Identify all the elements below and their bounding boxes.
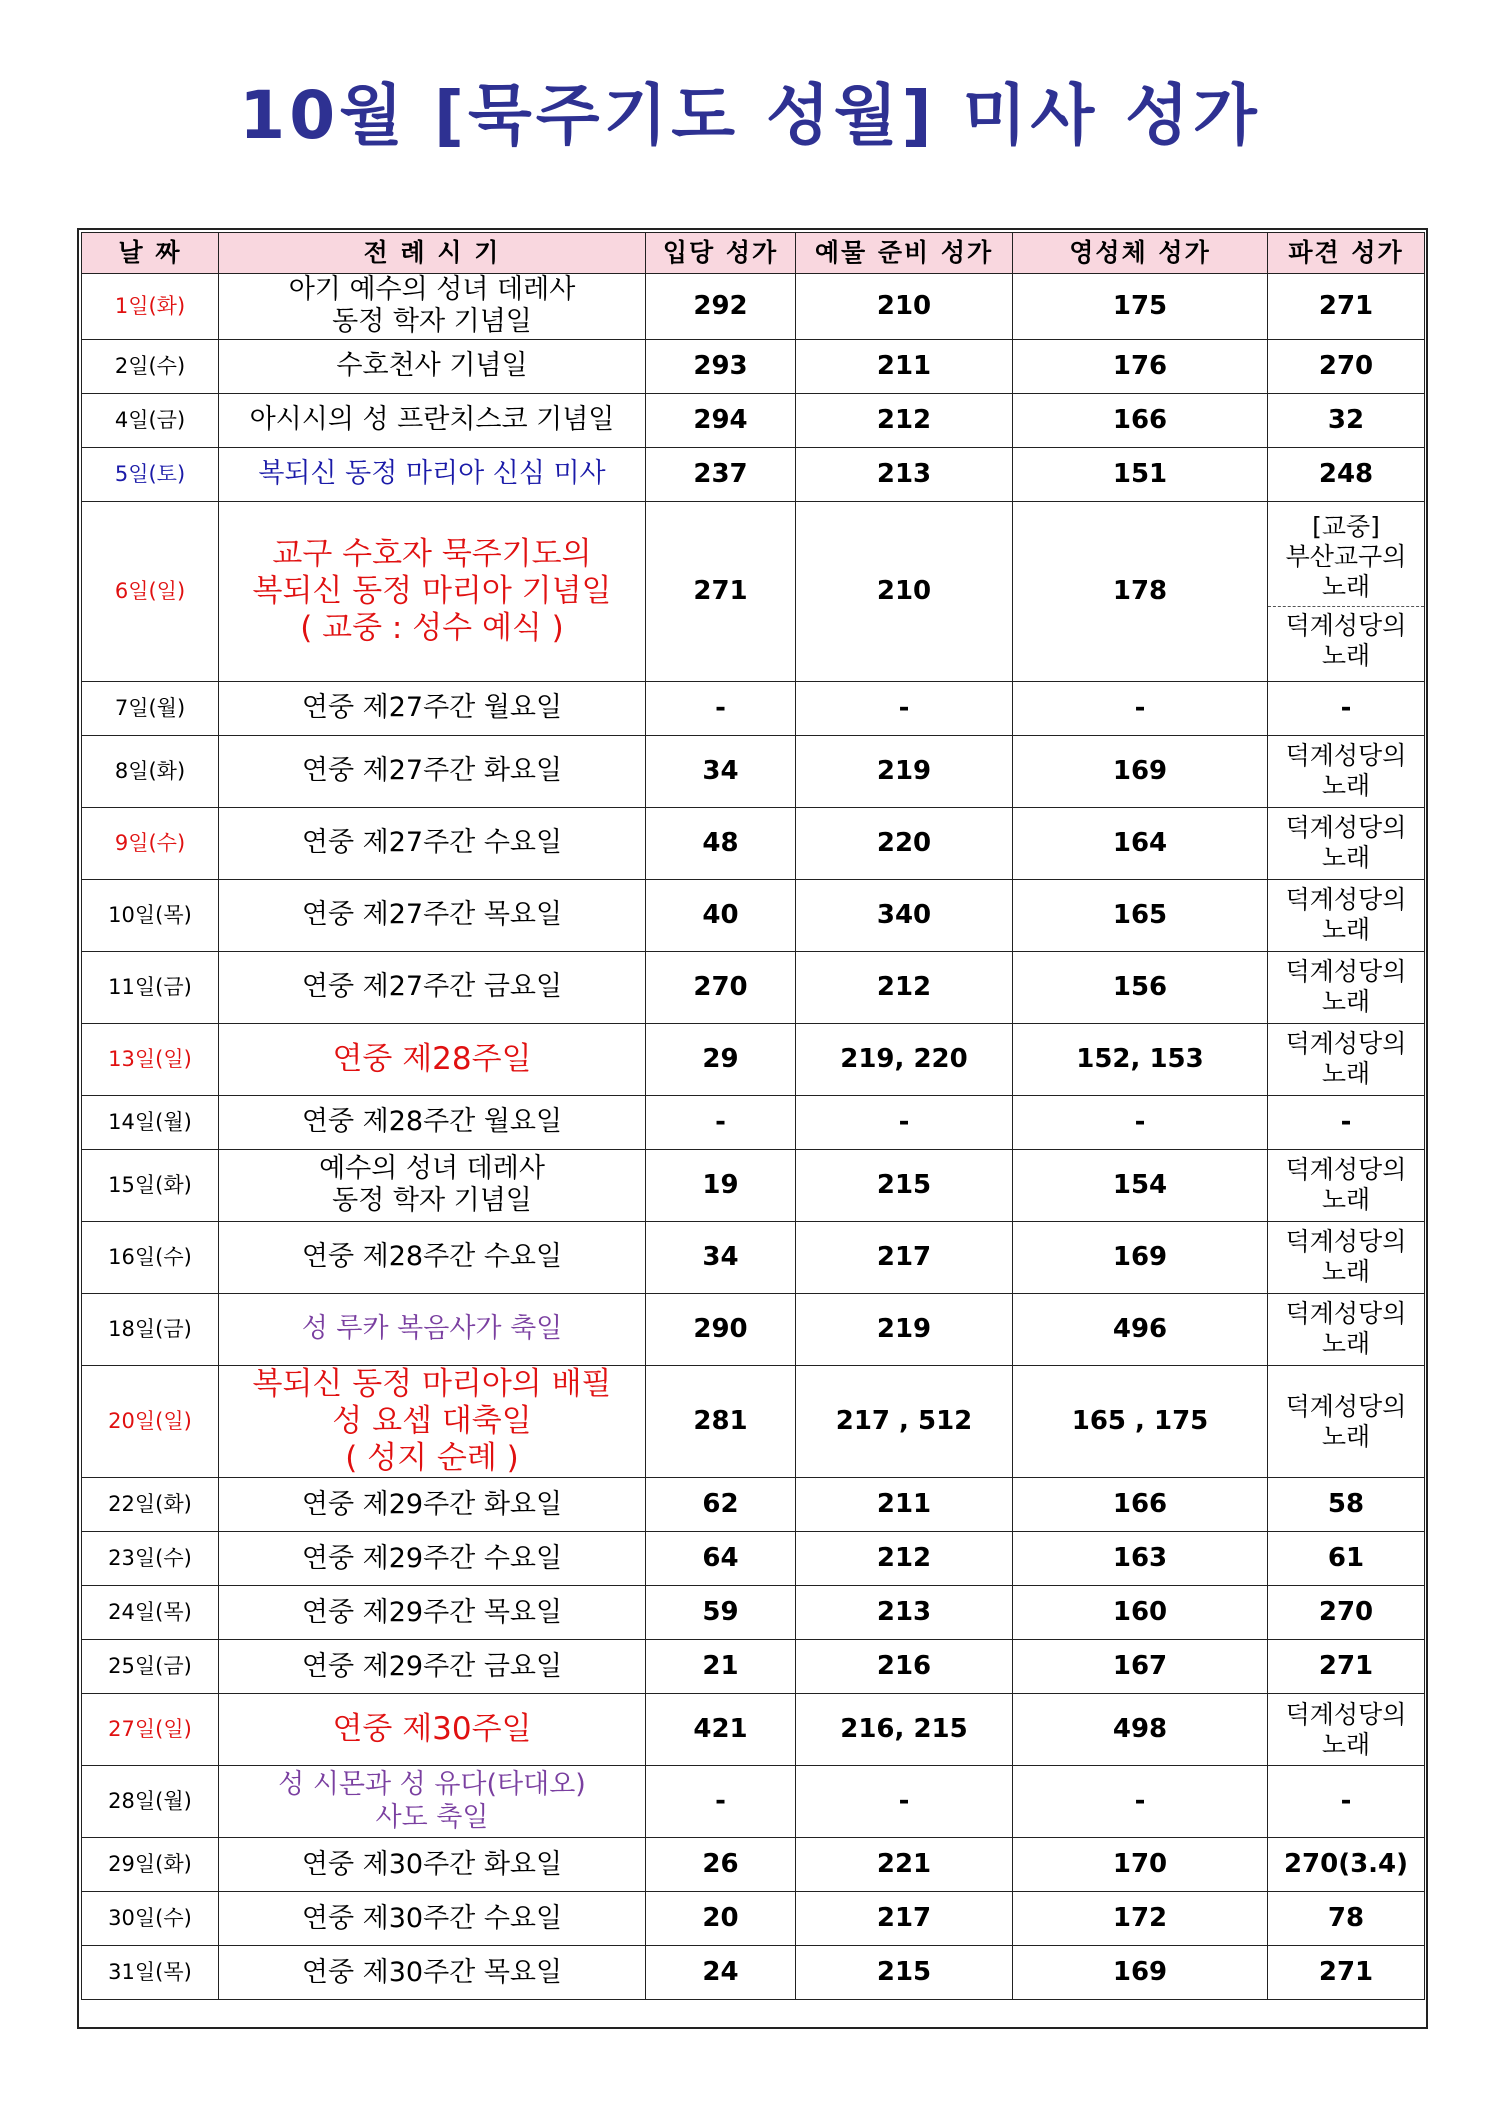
table-row <box>82 1149 1425 1221</box>
communion-hymn-cell: 165 <box>1013 879 1268 951</box>
table-row <box>82 339 1425 393</box>
sending-hymn-cell <box>1268 735 1425 807</box>
offertory-hymn-cell: - <box>796 1095 1013 1149</box>
sending-hymn-cell <box>1268 1532 1425 1586</box>
offertory-hymn-cell: 212 <box>796 1532 1013 1586</box>
header-liturgy: 전 례 시 기 <box>219 233 646 274</box>
offertory-hymn-cell: 216, 215 <box>796 1694 1013 1766</box>
table-row <box>82 1221 1425 1293</box>
sending-line: 덕계성당의 <box>1285 1155 1407 1185</box>
sending-hymn-cell <box>1268 339 1425 393</box>
communion-hymn-cell: 156 <box>1013 951 1268 1023</box>
sending-hymn-cell <box>1268 274 1425 340</box>
liturgy-cell <box>219 339 646 393</box>
offertory-hymn-cell: 220 <box>796 807 1013 879</box>
liturgy-line: 연중 제30주간 수요일 <box>301 1902 563 1934</box>
communion-hymn-cell: 175 <box>1013 274 1268 340</box>
sending-hymn-part <box>1268 512 1424 607</box>
sending-hymn-cell <box>1268 951 1425 1023</box>
date-cell: 25일(금) <box>82 1640 219 1694</box>
sending-line: 노래 <box>1321 771 1371 801</box>
sending-line: - <box>1340 1106 1352 1137</box>
date-cell: 22일(화) <box>82 1478 219 1532</box>
table-row <box>82 1586 1425 1640</box>
sending-line: 노래 <box>1321 1257 1371 1287</box>
offertory-hymn-cell: 215 <box>796 1946 1013 2000</box>
offertory-hymn-cell: 219 <box>796 735 1013 807</box>
liturgy-line: 연중 제28주간 수요일 <box>301 1241 563 1273</box>
liturgy-line: 연중 제29주간 수요일 <box>301 1542 563 1574</box>
offertory-hymn-cell: 213 <box>796 1586 1013 1640</box>
table-row <box>82 1478 1425 1532</box>
sending-hymn-cell <box>1268 1365 1425 1478</box>
table-row <box>82 807 1425 879</box>
liturgy-line: 연중 제27주간 금요일 <box>301 971 563 1003</box>
liturgy-line: 복되신 동정 마리아 기념일 <box>252 572 612 609</box>
date-cell: 4일(금) <box>82 393 219 447</box>
liturgy-line: 수호천사 기념일 <box>336 350 528 382</box>
table-row <box>82 1640 1425 1694</box>
offertory-hymn-cell: 216 <box>796 1640 1013 1694</box>
table-row <box>82 951 1425 1023</box>
sending-line: 노래 <box>1321 640 1371 670</box>
liturgy-line: 사도 축일 <box>375 1801 489 1833</box>
communion-hymn-cell: 178 <box>1013 501 1268 681</box>
table-header-row <box>82 233 1425 274</box>
offertory-hymn-cell: 219 <box>796 1293 1013 1365</box>
sending-hymn-cell <box>1268 1766 1425 1838</box>
entrance-hymn-cell: 26 <box>646 1838 796 1892</box>
date-cell: 18일(금) <box>82 1293 219 1365</box>
entrance-hymn-cell: 294 <box>646 393 796 447</box>
liturgy-line: 동정 학자 기념일 <box>332 1185 532 1217</box>
communion-hymn-cell: - <box>1013 1766 1268 1838</box>
sending-hymn-cell <box>1268 807 1425 879</box>
liturgy-line: 연중 제28주일 <box>332 1040 532 1077</box>
liturgy-line: 아시시의 성 프란치스코 기념일 <box>249 404 615 436</box>
header-date: 날 짜 <box>82 233 219 274</box>
entrance-hymn-cell: 281 <box>646 1365 796 1478</box>
liturgy-line: 성 시몬과 성 유다(타대오) <box>278 1769 586 1801</box>
offertory-hymn-cell: 217 <box>796 1221 1013 1293</box>
header-entrance: 입당 성가 <box>646 233 796 274</box>
liturgy-cell <box>219 501 646 681</box>
communion-hymn-cell: 165 , 175 <box>1013 1365 1268 1478</box>
sending-line: 노래 <box>1321 843 1371 873</box>
communion-hymn-cell: 164 <box>1013 807 1268 879</box>
sending-line: 덕계성당의 <box>1285 1299 1407 1329</box>
offertory-hymn-cell: 221 <box>796 1838 1013 1892</box>
liturgy-line: 연중 제28주간 월요일 <box>301 1106 563 1138</box>
sending-hymn-cell <box>1268 1640 1425 1694</box>
communion-hymn-cell: - <box>1013 1095 1268 1149</box>
entrance-hymn-cell: 34 <box>646 735 796 807</box>
liturgy-line: 연중 제27주간 목요일 <box>301 899 563 931</box>
entrance-hymn-cell: 270 <box>646 951 796 1023</box>
sending-line: 61 <box>1327 1543 1365 1574</box>
liturgy-line: 연중 제29주간 금요일 <box>301 1650 563 1682</box>
liturgy-cell <box>219 681 646 735</box>
table-row <box>82 1892 1425 1946</box>
table-row <box>82 393 1425 447</box>
sending-line: 노래 <box>1321 1421 1371 1451</box>
communion-hymn-cell: 496 <box>1013 1293 1268 1365</box>
offertory-hymn-cell: - <box>796 681 1013 735</box>
entrance-hymn-cell: 21 <box>646 1640 796 1694</box>
table-row <box>82 1946 1425 2000</box>
offertory-hymn-cell: 212 <box>796 393 1013 447</box>
offertory-hymn-cell: 217 <box>796 1892 1013 1946</box>
sending-line: 78 <box>1327 1903 1365 1934</box>
entrance-hymn-cell: 59 <box>646 1586 796 1640</box>
sending-line: 노래 <box>1321 915 1371 945</box>
table-row <box>82 1023 1425 1095</box>
offertory-hymn-cell: 212 <box>796 951 1013 1023</box>
date-cell: 28일(월) <box>82 1766 219 1838</box>
entrance-hymn-cell: 237 <box>646 447 796 501</box>
table-row <box>82 1694 1425 1766</box>
sending-line: 271 <box>1318 290 1374 321</box>
table-body <box>82 274 1425 2000</box>
date-cell: 27일(일) <box>82 1694 219 1766</box>
date-cell: 6일(일) <box>82 501 219 681</box>
date-cell: 15일(화) <box>82 1149 219 1221</box>
date-cell: 24일(목) <box>82 1586 219 1640</box>
offertory-hymn-cell: 210 <box>796 274 1013 340</box>
sending-hymn-cell <box>1268 1293 1425 1365</box>
sending-line: 270(3.4) <box>1283 1849 1409 1880</box>
liturgy-cell <box>219 1640 646 1694</box>
date-cell: 5일(토) <box>82 447 219 501</box>
liturgy-cell <box>219 1892 646 1946</box>
entrance-hymn-cell: 34 <box>646 1221 796 1293</box>
table-row <box>82 1095 1425 1149</box>
liturgy-cell <box>219 807 646 879</box>
header-sending: 파견 성가 <box>1268 233 1425 274</box>
date-cell: 7일(월) <box>82 681 219 735</box>
liturgy-cell <box>219 274 646 340</box>
sending-line: 덕계성당의 <box>1285 1029 1407 1059</box>
date-cell: 9일(수) <box>82 807 219 879</box>
offertory-hymn-cell: 340 <box>796 879 1013 951</box>
entrance-hymn-cell: - <box>646 1766 796 1838</box>
entrance-hymn-cell: 271 <box>646 501 796 681</box>
date-cell: 2일(수) <box>82 339 219 393</box>
communion-hymn-cell: 169 <box>1013 1221 1268 1293</box>
liturgy-line: 연중 제29주간 목요일 <box>301 1596 563 1628</box>
sending-line: 248 <box>1318 458 1374 489</box>
sending-hymn-part <box>1268 607 1424 671</box>
communion-hymn-cell: 170 <box>1013 1838 1268 1892</box>
communion-hymn-cell: 172 <box>1013 1892 1268 1946</box>
date-cell: 14일(월) <box>82 1095 219 1149</box>
offertory-hymn-cell: 210 <box>796 501 1013 681</box>
sending-line: 270 <box>1318 350 1374 381</box>
liturgy-line: ( 성지 순례 ) <box>345 1440 519 1477</box>
sending-line: 노래 <box>1321 571 1371 601</box>
sending-hymn-cell <box>1268 1892 1425 1946</box>
entrance-hymn-cell: 421 <box>646 1694 796 1766</box>
sending-line: 덕계성당의 <box>1285 610 1407 640</box>
liturgy-line: ( 교중 : 성수 예식 ) <box>300 609 564 646</box>
date-cell: 23일(수) <box>82 1532 219 1586</box>
entrance-hymn-cell: 19 <box>646 1149 796 1221</box>
sending-line: 덕계성당의 <box>1285 1391 1407 1421</box>
liturgy-line: 연중 제30주간 화요일 <box>301 1848 563 1880</box>
liturgy-line: 예수의 성녀 데레사 <box>319 1152 545 1184</box>
sending-hymn-cell <box>1268 1478 1425 1532</box>
date-cell: 10일(목) <box>82 879 219 951</box>
offertory-hymn-cell: 219, 220 <box>796 1023 1013 1095</box>
table-row <box>82 879 1425 951</box>
offertory-hymn-cell: 211 <box>796 339 1013 393</box>
date-cell: 11일(금) <box>82 951 219 1023</box>
sending-line: 덕계성당의 <box>1285 885 1407 915</box>
liturgy-line: 연중 제27주간 월요일 <box>301 692 563 724</box>
communion-hymn-cell: 498 <box>1013 1694 1268 1766</box>
table-row <box>82 447 1425 501</box>
liturgy-cell <box>219 1365 646 1478</box>
sending-line: - <box>1340 692 1352 723</box>
sending-line: 노래 <box>1321 1729 1371 1759</box>
entrance-hymn-cell: 24 <box>646 1946 796 2000</box>
date-cell: 20일(일) <box>82 1365 219 1478</box>
sending-hymn-cell <box>1268 879 1425 951</box>
offertory-hymn-cell: - <box>796 1766 1013 1838</box>
sending-line: 덕계성당의 <box>1285 1227 1407 1257</box>
liturgy-line: 연중 제27주간 화요일 <box>301 755 563 787</box>
table-row <box>82 1838 1425 1892</box>
sending-line: 271 <box>1318 1957 1374 1988</box>
date-cell: 1일(화) <box>82 274 219 340</box>
communion-hymn-cell: 166 <box>1013 393 1268 447</box>
sending-line: [교중] <box>1312 511 1380 541</box>
liturgy-cell <box>219 1694 646 1766</box>
liturgy-cell <box>219 1095 646 1149</box>
date-cell: 31일(목) <box>82 1946 219 2000</box>
sending-line: 노래 <box>1321 1329 1371 1359</box>
sending-line: 덕계성당의 <box>1285 741 1407 771</box>
entrance-hymn-cell: 292 <box>646 274 796 340</box>
entrance-hymn-cell: 62 <box>646 1478 796 1532</box>
sending-hymn-cell <box>1268 1149 1425 1221</box>
communion-hymn-cell: 176 <box>1013 339 1268 393</box>
liturgy-cell <box>219 1586 646 1640</box>
entrance-hymn-cell: 40 <box>646 879 796 951</box>
liturgy-line: 교구 수호자 묵주기도의 <box>272 535 592 572</box>
sending-hymn-cell <box>1268 1095 1425 1149</box>
communion-hymn-cell: 169 <box>1013 735 1268 807</box>
sending-hymn-cell <box>1268 1023 1425 1095</box>
date-cell: 13일(일) <box>82 1023 219 1095</box>
page-title: 10월 [묵주기도 성월] 미사 성가 <box>239 77 1261 154</box>
header-communion: 영성체 성가 <box>1013 233 1268 274</box>
liturgy-cell <box>219 951 646 1023</box>
liturgy-line: 연중 제30주일 <box>332 1711 532 1748</box>
sending-hymn-cell <box>1268 1586 1425 1640</box>
sending-line: 노래 <box>1321 1185 1371 1215</box>
communion-hymn-cell: 167 <box>1013 1640 1268 1694</box>
liturgy-line: 성 요셉 대축일 <box>332 1402 532 1439</box>
liturgy-line: 복되신 동정 마리아의 배필 <box>252 1365 612 1402</box>
entrance-hymn-cell: 29 <box>646 1023 796 1095</box>
date-cell: 8일(화) <box>82 735 219 807</box>
entrance-hymn-cell: 48 <box>646 807 796 879</box>
liturgy-cell <box>219 447 646 501</box>
sending-line: - <box>1340 1786 1352 1817</box>
table-row <box>82 274 1425 340</box>
liturgy-cell <box>219 1838 646 1892</box>
communion-hymn-cell: 151 <box>1013 447 1268 501</box>
communion-hymn-cell: 163 <box>1013 1532 1268 1586</box>
sending-hymn-cell <box>1268 393 1425 447</box>
header-offertory: 예물 준비 성가 <box>796 233 1013 274</box>
liturgy-cell <box>219 1532 646 1586</box>
sending-hymn-cell <box>1268 681 1425 735</box>
entrance-hymn-cell: 290 <box>646 1293 796 1365</box>
communion-hymn-cell: 169 <box>1013 1946 1268 2000</box>
table-row <box>82 1293 1425 1365</box>
sending-hymn-cell <box>1268 1838 1425 1892</box>
liturgy-line: 성 루카 복음사가 축일 <box>301 1313 563 1345</box>
table-row <box>82 1532 1425 1586</box>
communion-hymn-cell: 166 <box>1013 1478 1268 1532</box>
sending-line: 270 <box>1318 1597 1374 1628</box>
communion-hymn-cell: 154 <box>1013 1149 1268 1221</box>
sending-line: 부산교구의 <box>1285 541 1407 571</box>
sending-line: 덕계성당의 <box>1285 957 1407 987</box>
liturgy-cell <box>219 735 646 807</box>
liturgy-cell <box>219 1766 646 1838</box>
table-row <box>82 501 1425 681</box>
liturgy-cell <box>219 1149 646 1221</box>
table-row <box>82 1766 1425 1838</box>
liturgy-cell <box>219 1293 646 1365</box>
sending-line: 271 <box>1318 1651 1374 1682</box>
table-row <box>82 681 1425 735</box>
sending-hymn-cell <box>1268 501 1425 681</box>
sending-line: 덕계성당의 <box>1285 813 1407 843</box>
liturgy-cell <box>219 1946 646 2000</box>
entrance-hymn-cell: - <box>646 681 796 735</box>
liturgy-line: 동정 학자 기념일 <box>332 306 532 338</box>
liturgy-cell <box>219 1478 646 1532</box>
entrance-hymn-cell: - <box>646 1095 796 1149</box>
hymn-table <box>81 232 1425 2000</box>
communion-hymn-cell: 160 <box>1013 1586 1268 1640</box>
sending-line: 노래 <box>1321 987 1371 1017</box>
sending-line: 32 <box>1327 404 1365 435</box>
entrance-hymn-cell: 20 <box>646 1892 796 1946</box>
sending-hymn-cell <box>1268 447 1425 501</box>
liturgy-line: 아기 예수의 성녀 데레사 <box>288 274 576 305</box>
liturgy-cell <box>219 1023 646 1095</box>
liturgy-cell <box>219 879 646 951</box>
entrance-hymn-cell: 293 <box>646 339 796 393</box>
communion-hymn-cell: 152, 153 <box>1013 1023 1268 1095</box>
date-cell: 30일(수) <box>82 1892 219 1946</box>
date-cell: 16일(수) <box>82 1221 219 1293</box>
date-cell: 29일(화) <box>82 1838 219 1892</box>
sending-hymn-cell <box>1268 1946 1425 2000</box>
entrance-hymn-cell: 64 <box>646 1532 796 1586</box>
offertory-hymn-cell: 213 <box>796 447 1013 501</box>
offertory-hymn-cell: 217 , 512 <box>796 1365 1013 1478</box>
liturgy-cell <box>219 393 646 447</box>
table-row <box>82 735 1425 807</box>
offertory-hymn-cell: 215 <box>796 1149 1013 1221</box>
table-row <box>82 1365 1425 1478</box>
liturgy-line: 연중 제27주간 수요일 <box>301 827 563 859</box>
sending-line: 덕계성당의 <box>1285 1699 1407 1729</box>
sending-line: 58 <box>1327 1489 1365 1520</box>
sending-hymn-cell <box>1268 1694 1425 1766</box>
communion-hymn-cell: - <box>1013 681 1268 735</box>
liturgy-line: 연중 제30주간 목요일 <box>301 1956 563 1988</box>
liturgy-line: 연중 제29주간 화요일 <box>301 1488 563 1520</box>
sending-line: 노래 <box>1321 1059 1371 1089</box>
liturgy-line: 복되신 동정 마리아 신심 미사 <box>258 458 606 490</box>
sending-hymn-cell <box>1268 1221 1425 1293</box>
liturgy-cell <box>219 1221 646 1293</box>
offertory-hymn-cell: 211 <box>796 1478 1013 1532</box>
